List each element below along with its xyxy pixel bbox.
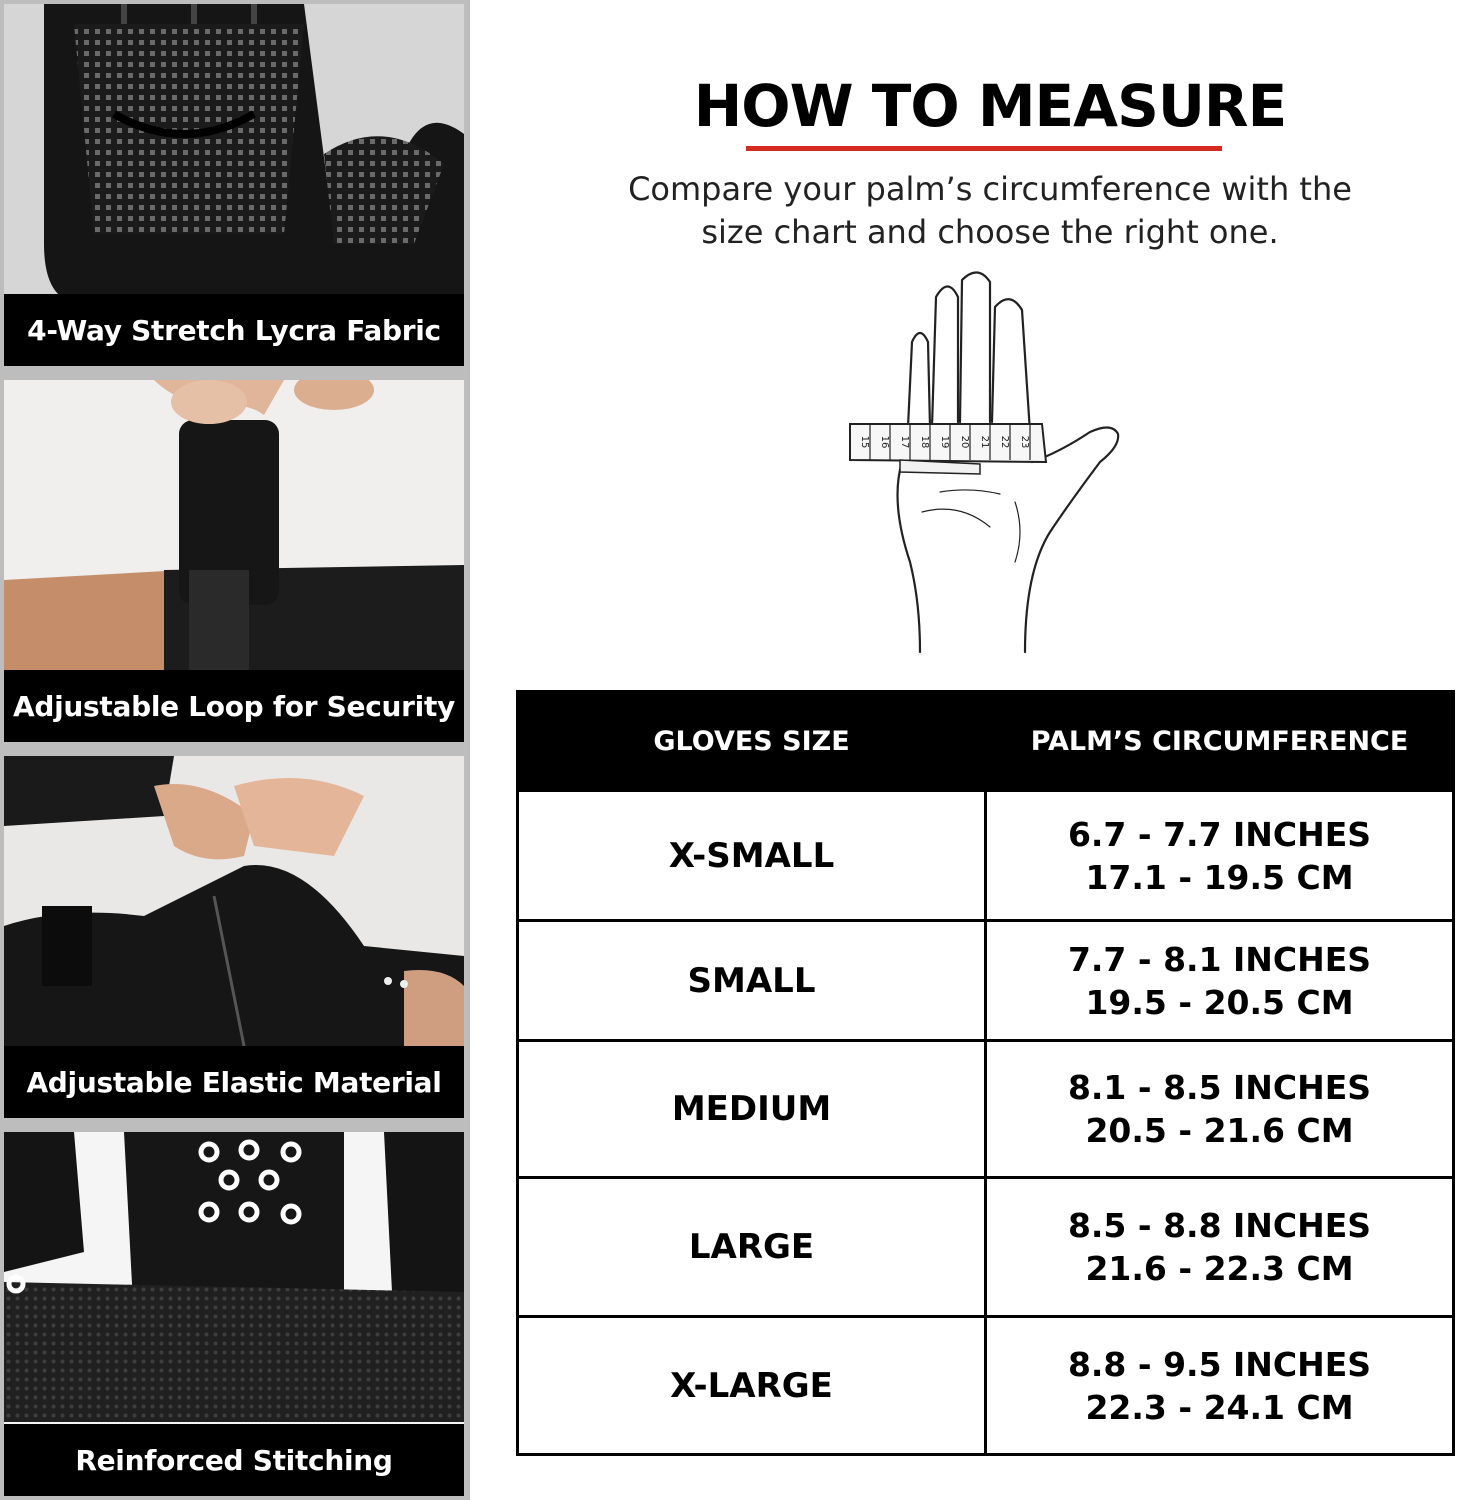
circumference-cell: [986, 1178, 1454, 1317]
tape-number: 20: [959, 435, 970, 449]
tape-number: 19: [939, 435, 950, 449]
tape-number: 15: [859, 435, 870, 449]
instructions-line-1: Compare your palm’s circumference with the: [628, 170, 1352, 208]
table-row: [518, 1041, 1454, 1178]
range-inches: 8.1 - 8.5 INCHES: [1067, 1068, 1372, 1107]
hand-measuring-illustration: [830, 262, 1140, 662]
instructions-line-2: size chart and choose the right one.: [701, 213, 1279, 251]
feature-panels: [0, 0, 470, 1500]
range-cm: 22.3 - 24.1 CM: [1085, 1387, 1354, 1427]
tape-number: 22: [999, 435, 1010, 449]
circumference-cell: [986, 1317, 1454, 1455]
table-row: [518, 791, 1454, 921]
feature-caption: Adjustable Elastic Material: [4, 1046, 464, 1118]
measure-instructions: [580, 168, 1400, 254]
column-header-size: GLOVES SIZE: [518, 692, 986, 791]
tape-number: 21: [979, 435, 990, 449]
circumference-cell: [986, 921, 1454, 1041]
tape-number: 23: [1019, 435, 1030, 449]
feature-panel-lycra: [4, 4, 464, 366]
range-inches: 8.8 - 9.5 INCHES: [1067, 1344, 1372, 1384]
size-cell: SMALL: [518, 921, 986, 1041]
title-underline: [746, 146, 1222, 151]
range-cm: 20.5 - 21.6 CM: [1085, 1111, 1354, 1150]
range-cm: 17.1 - 19.5 CM: [1085, 857, 1354, 897]
feature-panel-loop: [4, 380, 464, 742]
range-inches: 6.7 - 7.7 INCHES: [1067, 814, 1372, 854]
measuring-tape: [850, 424, 1046, 474]
feature-caption: 4-Way Stretch Lycra Fabric: [4, 294, 464, 366]
table-row: [518, 1317, 1454, 1455]
circumference-cell: [986, 791, 1454, 921]
circumference-cell: [986, 1041, 1454, 1178]
feature-panel-elastic: [4, 756, 464, 1118]
feature-caption: Reinforced Stitching: [4, 1424, 464, 1496]
table-row: [518, 921, 1454, 1041]
range-cm: 19.5 - 20.5 CM: [1085, 982, 1354, 1022]
size-cell: X-LARGE: [518, 1317, 986, 1455]
tape-number: 16: [879, 435, 890, 449]
tape-number: 17: [899, 435, 910, 449]
range-inches: 8.5 - 8.8 INCHES: [1067, 1206, 1372, 1245]
feature-caption: Adjustable Loop for Security: [4, 670, 464, 742]
range-inches: 7.7 - 8.1 INCHES: [1067, 939, 1372, 979]
table-header-row: [518, 692, 1454, 791]
size-cell: LARGE: [518, 1178, 986, 1317]
size-chart-table: [516, 690, 1455, 1456]
table-row: [518, 1178, 1454, 1317]
feature-panel-stitching: [4, 1132, 464, 1496]
range-cm: 21.6 - 22.3 CM: [1085, 1249, 1354, 1288]
column-header-circumference: PALM’S CIRCUMFERENCE: [986, 692, 1454, 791]
size-cell: MEDIUM: [518, 1041, 986, 1178]
page-title: HOW TO MEASURE: [693, 72, 1287, 140]
size-cell: X-SMALL: [518, 791, 986, 921]
tape-number: 18: [919, 435, 930, 449]
